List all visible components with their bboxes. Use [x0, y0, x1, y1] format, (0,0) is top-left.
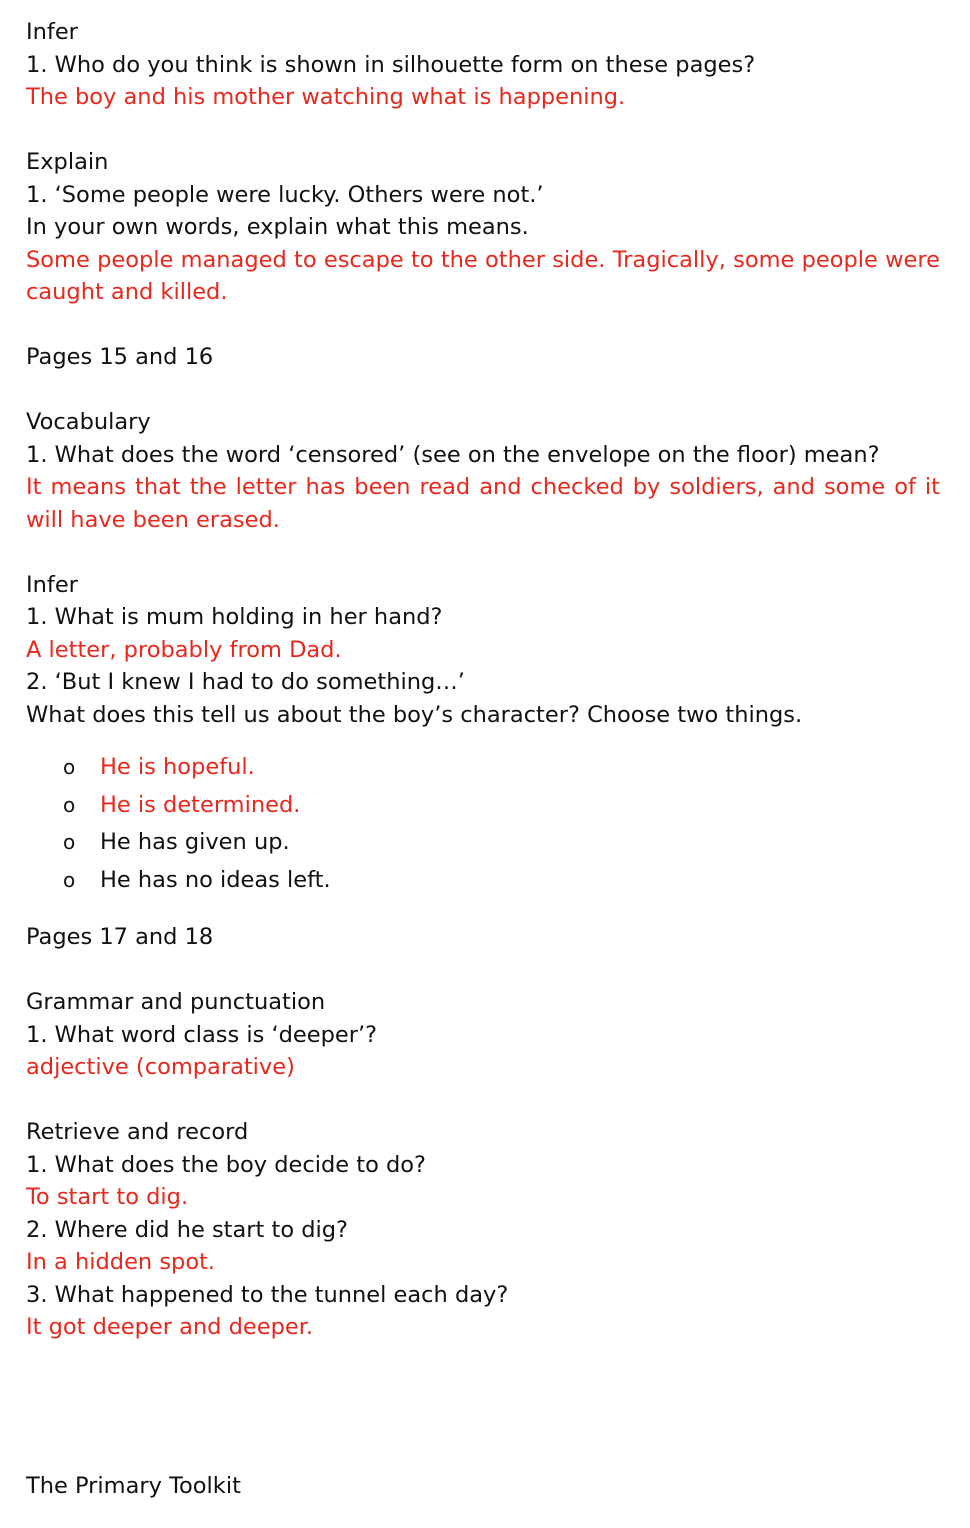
- question: 1. What does the word ‘censored’ (see on the envelope on the floor) mean?: [26, 441, 880, 468]
- question: 2. Where did he start to dig?: [26, 1216, 348, 1243]
- question: 1. ‘Some people were lucky. Others were not.’: [26, 181, 544, 208]
- section-heading-vocabulary: Vocabulary: [26, 409, 151, 435]
- option-item: [26, 862, 940, 900]
- answer: It means that the letter has been read and checked by soldiers, and some of it will have been erased.: [26, 474, 940, 533]
- spacer: [26, 1084, 940, 1117]
- section-heading-grammar: Grammar and punctuation: [26, 989, 326, 1015]
- spacer: [26, 309, 940, 342]
- question: 1. What does the boy decide to do?: [26, 1151, 427, 1178]
- spacer: [26, 954, 940, 987]
- bullet-icon: o: [63, 755, 76, 779]
- answer: The boy and his mother watching what is happening.: [26, 84, 626, 110]
- pages-heading: Pages 17 and 18: [26, 924, 214, 950]
- option-item: [26, 749, 940, 787]
- answer: A letter, probably from Dad.: [26, 636, 342, 663]
- section-heading-infer: Infer: [26, 571, 78, 598]
- spacer: [26, 114, 940, 147]
- section-heading-explain: Explain: [26, 149, 109, 175]
- question: In your own words, explain what this means.: [26, 214, 529, 240]
- bullet-icon: o: [63, 792, 76, 817]
- question: What does this tell us about the boy’s character? Choose two things.: [26, 701, 803, 728]
- option-text: He is determined.: [100, 791, 301, 818]
- question: 1. What word class is ‘deeper’?: [26, 1021, 378, 1048]
- answer: To start to dig.: [26, 1184, 189, 1210]
- options-list: [26, 749, 940, 899]
- question: 3. What happened to the tunnel each day?: [26, 1281, 509, 1308]
- option-text: He has given up.: [100, 829, 290, 855]
- option-item: [26, 824, 940, 862]
- option-text: He has no ideas left.: [100, 866, 331, 893]
- section-heading-infer: Infer: [26, 19, 78, 45]
- spacer: [26, 731, 940, 745]
- section-heading-retrieve: Retrieve and record: [26, 1119, 249, 1145]
- bullet-icon: o: [63, 867, 76, 892]
- answer: adjective (comparative): [26, 1054, 295, 1080]
- spacer: [26, 536, 940, 569]
- pages-heading: Pages 15 and 16: [26, 344, 214, 370]
- question: 1. What is mum holding in her hand?: [26, 604, 443, 630]
- answer: In a hidden spot.: [26, 1249, 216, 1275]
- question: 1. Who do you think is shown in silhouette form on these pages?: [26, 51, 756, 78]
- spacer: [26, 374, 940, 407]
- question: 2. ‘But I knew I had to do something…’: [26, 669, 465, 695]
- answer: It got deeper and deeper.: [26, 1314, 314, 1340]
- spacer: [26, 903, 940, 921]
- answer: Some people managed to escape to the other side. Tragically, some people were caught and killed.: [26, 246, 940, 305]
- option-item: [26, 787, 940, 825]
- worksheet-page: [26, 16, 940, 1344]
- footer-credit: The Primary Toolkit: [26, 1473, 241, 1499]
- bullet-icon: o: [63, 830, 76, 854]
- option-text: He is hopeful.: [100, 754, 255, 780]
